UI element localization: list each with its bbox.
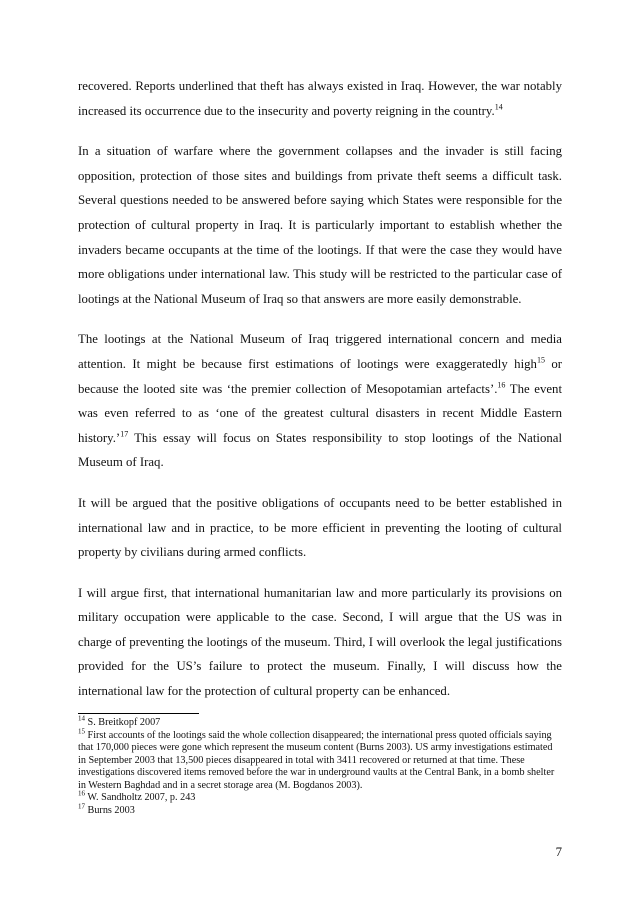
paragraph — [78, 491, 562, 565]
footnotes — [78, 714, 562, 817]
paragraph-text: It will be argued that the positive obligations of occupants need to be better established in international law and in practice, to be more efficient in preventing the looting of cultural property by civilians during armed conflicts. — [78, 495, 562, 560]
footnote — [78, 727, 562, 793]
paragraph-text: In a situation of warfare where the government collapses and the invader is still facing opposition, protection of those sites and buildings from private theft seems a difficult task. Several questions needed to be answered before saying which States were responsible for the protection of cultural property in Iraq. It is particularly important to establish whether the invaders became occupants at the time of the lootings. If that were the case they would have more obligations under international law. This study will be restricted to the particular case of lootings at the National Museum of Iraq so that answers are more easily demonstrable. — [78, 144, 562, 306]
footnote-number: 16 — [78, 789, 85, 798]
page-number: 7 — [555, 845, 562, 859]
footnote-number: 17 — [78, 802, 85, 811]
footnote — [78, 714, 562, 730]
paragraph-text: I will argue first, that international humanitarian law and more particularly its provisions on military occupation were applicable to the case. Second, I will argue that the US was in charge of preventing the lootings of the museum. Third, I will overlook the legal justifications provided for the US’s failure to protect the museum. Finally, I will discuss how the international law for the protection of cultural property can be enhanced. — [78, 585, 562, 699]
footnote — [78, 789, 562, 805]
footnote-number: 15 — [78, 727, 85, 736]
footnote — [78, 802, 562, 818]
paragraph-text: The lootings at the National Museum of Iraq triggered international concern and media attention. It might be because first estimations of lootings were exaggeratedly high — [78, 332, 562, 371]
paragraph-text: The event was even referred to as ‘one of the greatest cultural disasters in recent Middle Eastern history.’ — [78, 381, 562, 445]
paragraph — [78, 74, 562, 123]
paragraph-text: or because the looted site was ‘the premier collection of Mesopotamian artefacts’. — [78, 356, 563, 396]
footnote-number: 14 — [78, 714, 85, 723]
paragraph — [78, 581, 562, 704]
footnote-text: Burns 2003 — [87, 804, 135, 816]
footnote-separator — [78, 713, 199, 714]
paragraph — [78, 139, 562, 311]
paragraph-text: recovered. Reports underlined that theft has always existed in Iraq. However, the war notably increased its occurrence due to the insecurity and poverty reigning in the country. — [78, 79, 562, 118]
footnote-reference: 14 — [494, 102, 503, 112]
footnote-text: S. Breitkopf 2007 — [87, 717, 161, 728]
body-text — [78, 74, 562, 720]
footnote-text: First accounts of the lootings said the whole collection disappeared; the international press quoted officials saying that 170,000 pieces were gone which represent the museum content (Burns 2003). US army investigations estimated in September 2003 that 13,500 pieces disappeared in total with 3411 recovered or returned at that time. These investigations discovered items removed before the war in underground vaults at the Central Bank, in a bomb shelter in Western Baghdad and in a secret storage area (M. Bogdanos 2003). — [78, 729, 555, 791]
footnote-reference: 16 — [497, 380, 506, 390]
footnote-reference: 17 — [120, 429, 129, 439]
footnote-reference: 15 — [536, 355, 545, 365]
paragraph — [78, 327, 562, 475]
paragraph-text: This essay will focus on States responsibility to stop lootings of the National Museum of Iraq. — [78, 430, 562, 470]
footnote-text: W. Sandholtz 2007, p. 243 — [87, 792, 196, 803]
